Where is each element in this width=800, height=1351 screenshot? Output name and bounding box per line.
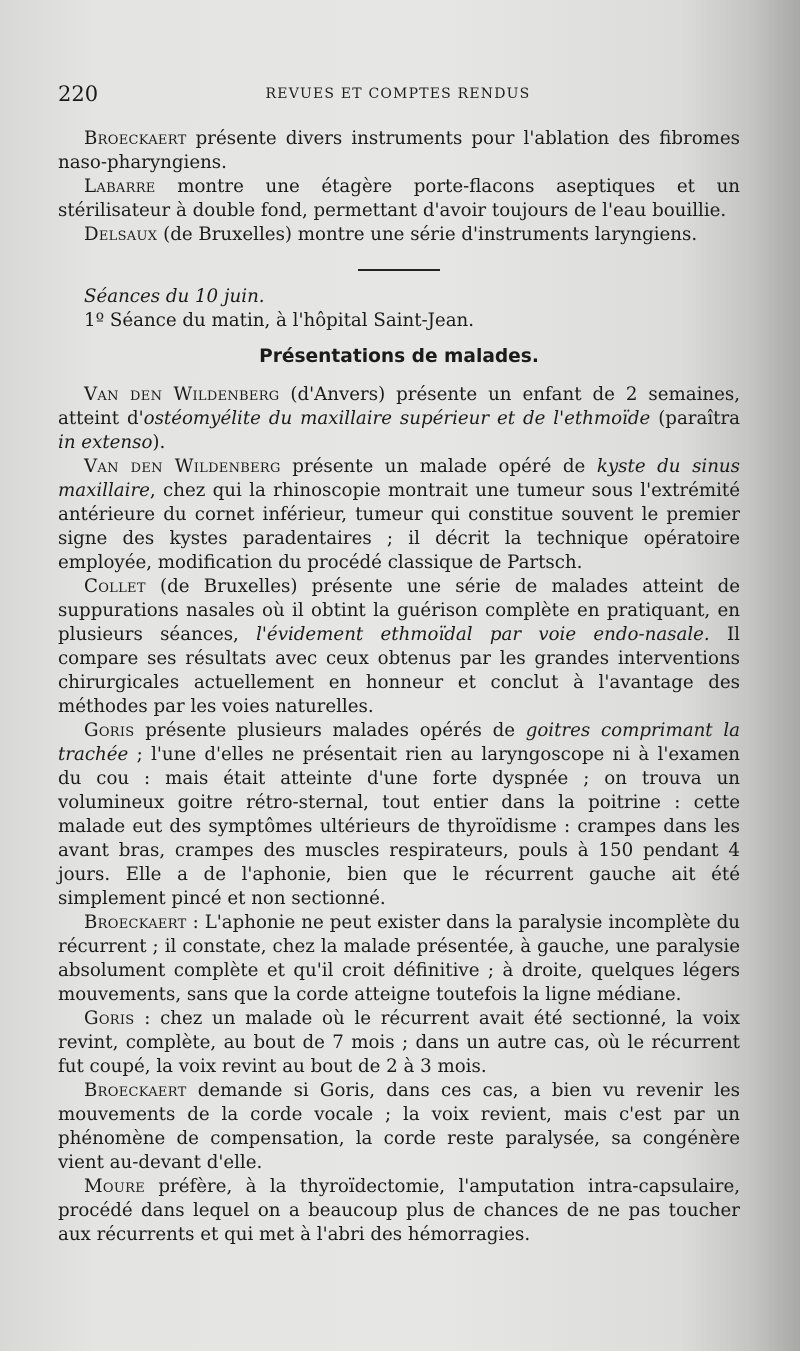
paragraph-broeckaert-instruments bbox=[58, 127, 740, 175]
paragraph-goris-goitres bbox=[58, 719, 740, 911]
speaker-name: Goris bbox=[84, 720, 135, 741]
paragraph-text: montre une étagère porte-flacons aseptiques et un stérilisateur à double fond, permettant d'avoir toujours de l'eau bouillie. bbox=[58, 176, 740, 221]
paragraph-labarre bbox=[58, 175, 740, 223]
diagnosis-italic: kyste du sinus maxillaire bbox=[58, 456, 740, 501]
paragraph-text: présente divers instruments pour l'ablation des fibromes naso-pharyngiens. bbox=[58, 128, 740, 173]
paragraph-goris-recurrent bbox=[58, 1007, 740, 1079]
paragraph-text: demande si Goris, dans ces cas, a bien vu revenir les mouvements de la corde vocale ; la voix revient, mais c'est par un phénomène de compensation, la corde reste paralysée, sa congénère vient au-devant d'elle. bbox=[58, 1080, 740, 1173]
page-body bbox=[58, 127, 740, 1247]
paragraph-text: présente plusieurs malades opérés de bbox=[134, 720, 526, 741]
diagnosis-italic: ostéomyélite du maxillaire supérieur et de l'ethmoïde bbox=[143, 408, 651, 429]
page-header bbox=[58, 82, 738, 110]
paragraph-text: ). bbox=[152, 432, 166, 453]
speaker-name: Van den Wildenberg bbox=[84, 456, 281, 477]
paragraph-text: , chez qui la rhinoscopie montrait une tumeur sous l'extrémité antérieure du cornet inférieur, tumeur qui constitue souvent le premier signe des kystes paradentaires ; il décrit la technique opératoire employée, modification du procédé classique de Partsch. bbox=[58, 480, 740, 573]
session-date: Séances du 10 juin. bbox=[84, 286, 265, 307]
paragraph-text: Il compare ses résultats avec ceux obtenus par les grandes interventions chirurgicales actuellement en honneur et conclut à l'avantage des méthodes par les voies naturelles. bbox=[58, 624, 740, 717]
paragraph-wildenberg-cyst bbox=[58, 455, 740, 575]
speaker-name: Moure bbox=[84, 1176, 146, 1197]
section-divider bbox=[358, 269, 440, 271]
paragraph-text: (d'Anvers) présente un enfant de 2 semaines, atteint d' bbox=[58, 384, 740, 429]
paragraph-broeckaert-aphonie bbox=[58, 911, 740, 1007]
speaker-name: Broeckaert bbox=[84, 912, 187, 933]
speaker-name: Collet bbox=[84, 576, 146, 597]
session-location: 1º Séance du matin, à l'hôpital Saint-Jean. bbox=[84, 310, 475, 331]
paragraph-wildenberg-child bbox=[58, 383, 740, 455]
speaker-name: Van den Wildenberg bbox=[84, 384, 280, 405]
paragraph-text: (paraîtra bbox=[650, 408, 740, 429]
paragraph-text: : L'aphonie ne peut exister dans la paralysie incomplète du récurrent ; il constate, chez la malade présentée, à gauche, une paralysie absolument complète et qu'il croit définitive ; à droite, quelques légers mouvements, sans que la corde atteigne toutefois la ligne médiane. bbox=[58, 912, 740, 1005]
diagnosis-italic: goitres comprimant la trachée bbox=[58, 720, 740, 765]
paragraph-collet bbox=[58, 575, 740, 719]
paragraph-moure bbox=[58, 1175, 740, 1247]
paragraph-text: (de Bruxelles) présente une série de malades atteint de suppurations nasales où il obtint la guérison complète en pratiquant, en plusieurs séances, bbox=[58, 576, 740, 645]
speaker-name: Broeckaert bbox=[84, 128, 187, 149]
paragraph-text: : chez un malade où le récurrent avait été sectionné, la voix revint, complète, au bout de 7 mois ; dans un autre cas, où le récurrent fut coupé, la voix revint au bout de 2 à 3 mois. bbox=[58, 1008, 740, 1077]
running-head: REVUES ET COMPTES RENDUS bbox=[265, 86, 531, 102]
paragraph-text: préfère, à la thyroïdectomie, l'amputation intra-capsulaire, procédé dans lequel on a beaucoup plus de chances de ne pas toucher aux récurrents et qui met à l'abri des hémorragies. bbox=[58, 1176, 740, 1245]
speaker-name: Labarre bbox=[84, 176, 156, 197]
paragraph-delsaux bbox=[58, 223, 740, 247]
latin-italic: in extenso bbox=[58, 432, 153, 453]
page-number: 220 bbox=[58, 82, 99, 106]
procedure-italic: l'évidement ethmoïdal par voie endo-nasale. bbox=[256, 624, 710, 645]
speaker-name: Broeckaert bbox=[84, 1080, 187, 1101]
paragraph-text: présente un malade opéré de bbox=[280, 456, 597, 477]
section-heading: Présentations de malades. bbox=[259, 346, 539, 367]
speaker-name: Delsaux bbox=[84, 224, 158, 245]
paragraph-text: (de Bruxelles) montre une série d'instruments laryngiens. bbox=[157, 224, 698, 245]
paragraph-broeckaert-question bbox=[58, 1079, 740, 1175]
paragraph-text: ; l'une d'elles ne présentait rien au laryngoscope ni à l'examen du cou : mais était atteinte d'une forte dyspnée ; on trouva un volumineux goitre rétro-sternal, tout entier dans la poitrine : cette malade eut des symptômes ultérieurs de thyroïdisme : crampes dans les avant bras, crampes des muscles respirateurs, pouls à 150 pendant 4 jours. Elle a de l'aphonie, bien que le récurrent gauche ait été simplement pincé et non sectionné. bbox=[58, 744, 740, 909]
speaker-name: Goris bbox=[84, 1008, 135, 1029]
